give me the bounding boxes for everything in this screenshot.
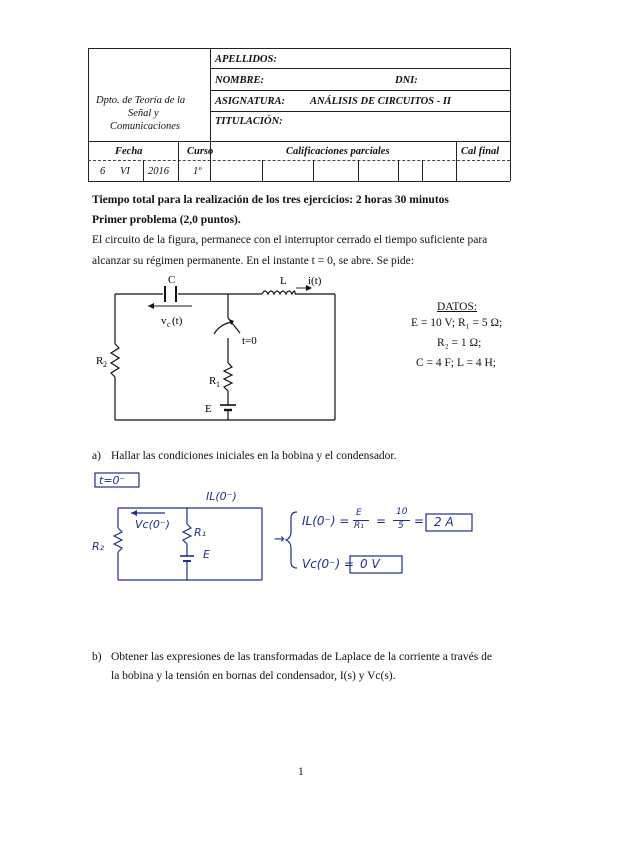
label-C: C (168, 274, 176, 286)
hw-eq2-result: 0 V (360, 557, 380, 571)
label-switch: t=0 (242, 335, 257, 347)
hw-eq1-num: E (356, 508, 362, 518)
asignatura-value: ANÁLISIS DE CIRCUITOS - II (310, 96, 452, 107)
label-i: i(t) (308, 275, 322, 287)
hw-e-label: E (203, 548, 210, 561)
datos-line1: E = 10 V; R₁ = 5 Ω; (411, 317, 503, 329)
apellidos-label: APELLIDOS: (215, 54, 277, 65)
titulacion-label: TITULACIÓN: (215, 116, 283, 127)
department-line1: Dpto. de Teoría de la (96, 95, 186, 106)
fecha-label: Fecha (115, 146, 143, 157)
dni-label: DNI: (395, 75, 418, 86)
hw-t-label: t=0⁻ (99, 474, 126, 487)
fecha-month: VI (120, 166, 130, 177)
calificaciones-label: Calificaciones parciales (286, 146, 390, 157)
question-b-label: b) (92, 651, 102, 663)
question-b-line1: Obtener las expresiones de las transformadas de Laplace de la corriente a través de (111, 651, 492, 663)
hw-eq1-lhs: IL(0⁻) = (302, 514, 350, 528)
label-E: E (205, 403, 212, 415)
hw-eq2-lhs: Vc(0⁻) = (302, 557, 355, 571)
fecha-day: 6 (100, 166, 106, 177)
curso-value: 1º (193, 166, 202, 177)
nombre-label: NOMBRE: (215, 75, 265, 86)
label-vc: v (161, 315, 167, 327)
hw-eq1-mid: = (376, 514, 387, 528)
question-a-text: Hallar las condiciones iniciales en la bobina y el condensador. (111, 450, 397, 462)
department-line3: Comunicaciones (110, 121, 180, 132)
question-a-label: a) (92, 450, 101, 462)
datos-title: DATOS: (437, 301, 478, 313)
label-R1: R (209, 375, 217, 387)
department-line2: Señal y (128, 108, 159, 119)
fecha-year: 2016 (148, 166, 169, 177)
label-vc-sub: c (167, 320, 171, 329)
datos-line3: C = 4 F; L = 4 H; (416, 357, 496, 369)
label-R2: R (96, 355, 104, 367)
hw-eq1-den2: 5 (398, 521, 404, 531)
label-L: L (280, 275, 287, 287)
hw-eq1-eq: = (414, 514, 425, 528)
hw-r1-label: R₁ (194, 526, 207, 539)
page-number: 1 (298, 766, 304, 778)
asignatura-label: ASIGNATURA: (215, 96, 286, 107)
hw-eq1-num2: 10 (396, 507, 408, 517)
question-b-line2: la bobina y la tensión en bornas del condensador, I(s) y Vc(s). (111, 670, 396, 682)
problem-title: Primer problema (2,0 puntos). (92, 214, 241, 226)
hw-vc-label: Vc(0⁻) (135, 518, 170, 531)
hw-eq1-result: 2 A (434, 515, 454, 529)
hw-eq1-den: R₁ (354, 521, 364, 531)
label-R1-sub: 1 (216, 380, 220, 389)
intro-line1: El circuito de la figura, permanece con el interruptor cerrado el tiempo suficiente para (92, 234, 488, 246)
hw-il-label: IL(0⁻) (206, 490, 237, 503)
label-R2-sub: 2 (103, 360, 107, 369)
intro-line2: alcanzar su régimen permanente. En el instante t = 0, se abre. Se pide: (92, 255, 414, 267)
label-vc-t: (t) (172, 315, 183, 327)
hw-r2-label: R₂ (92, 540, 105, 553)
curso-label: Curso (187, 146, 214, 157)
hw-arrow: → (274, 532, 285, 547)
cal-final-label: Cal final (461, 146, 500, 157)
time-line: Tiempo total para la realización de los tres ejercicios: 2 horas 30 minutos (92, 194, 449, 206)
datos-line2: R₂ = 1 Ω; (437, 337, 482, 349)
